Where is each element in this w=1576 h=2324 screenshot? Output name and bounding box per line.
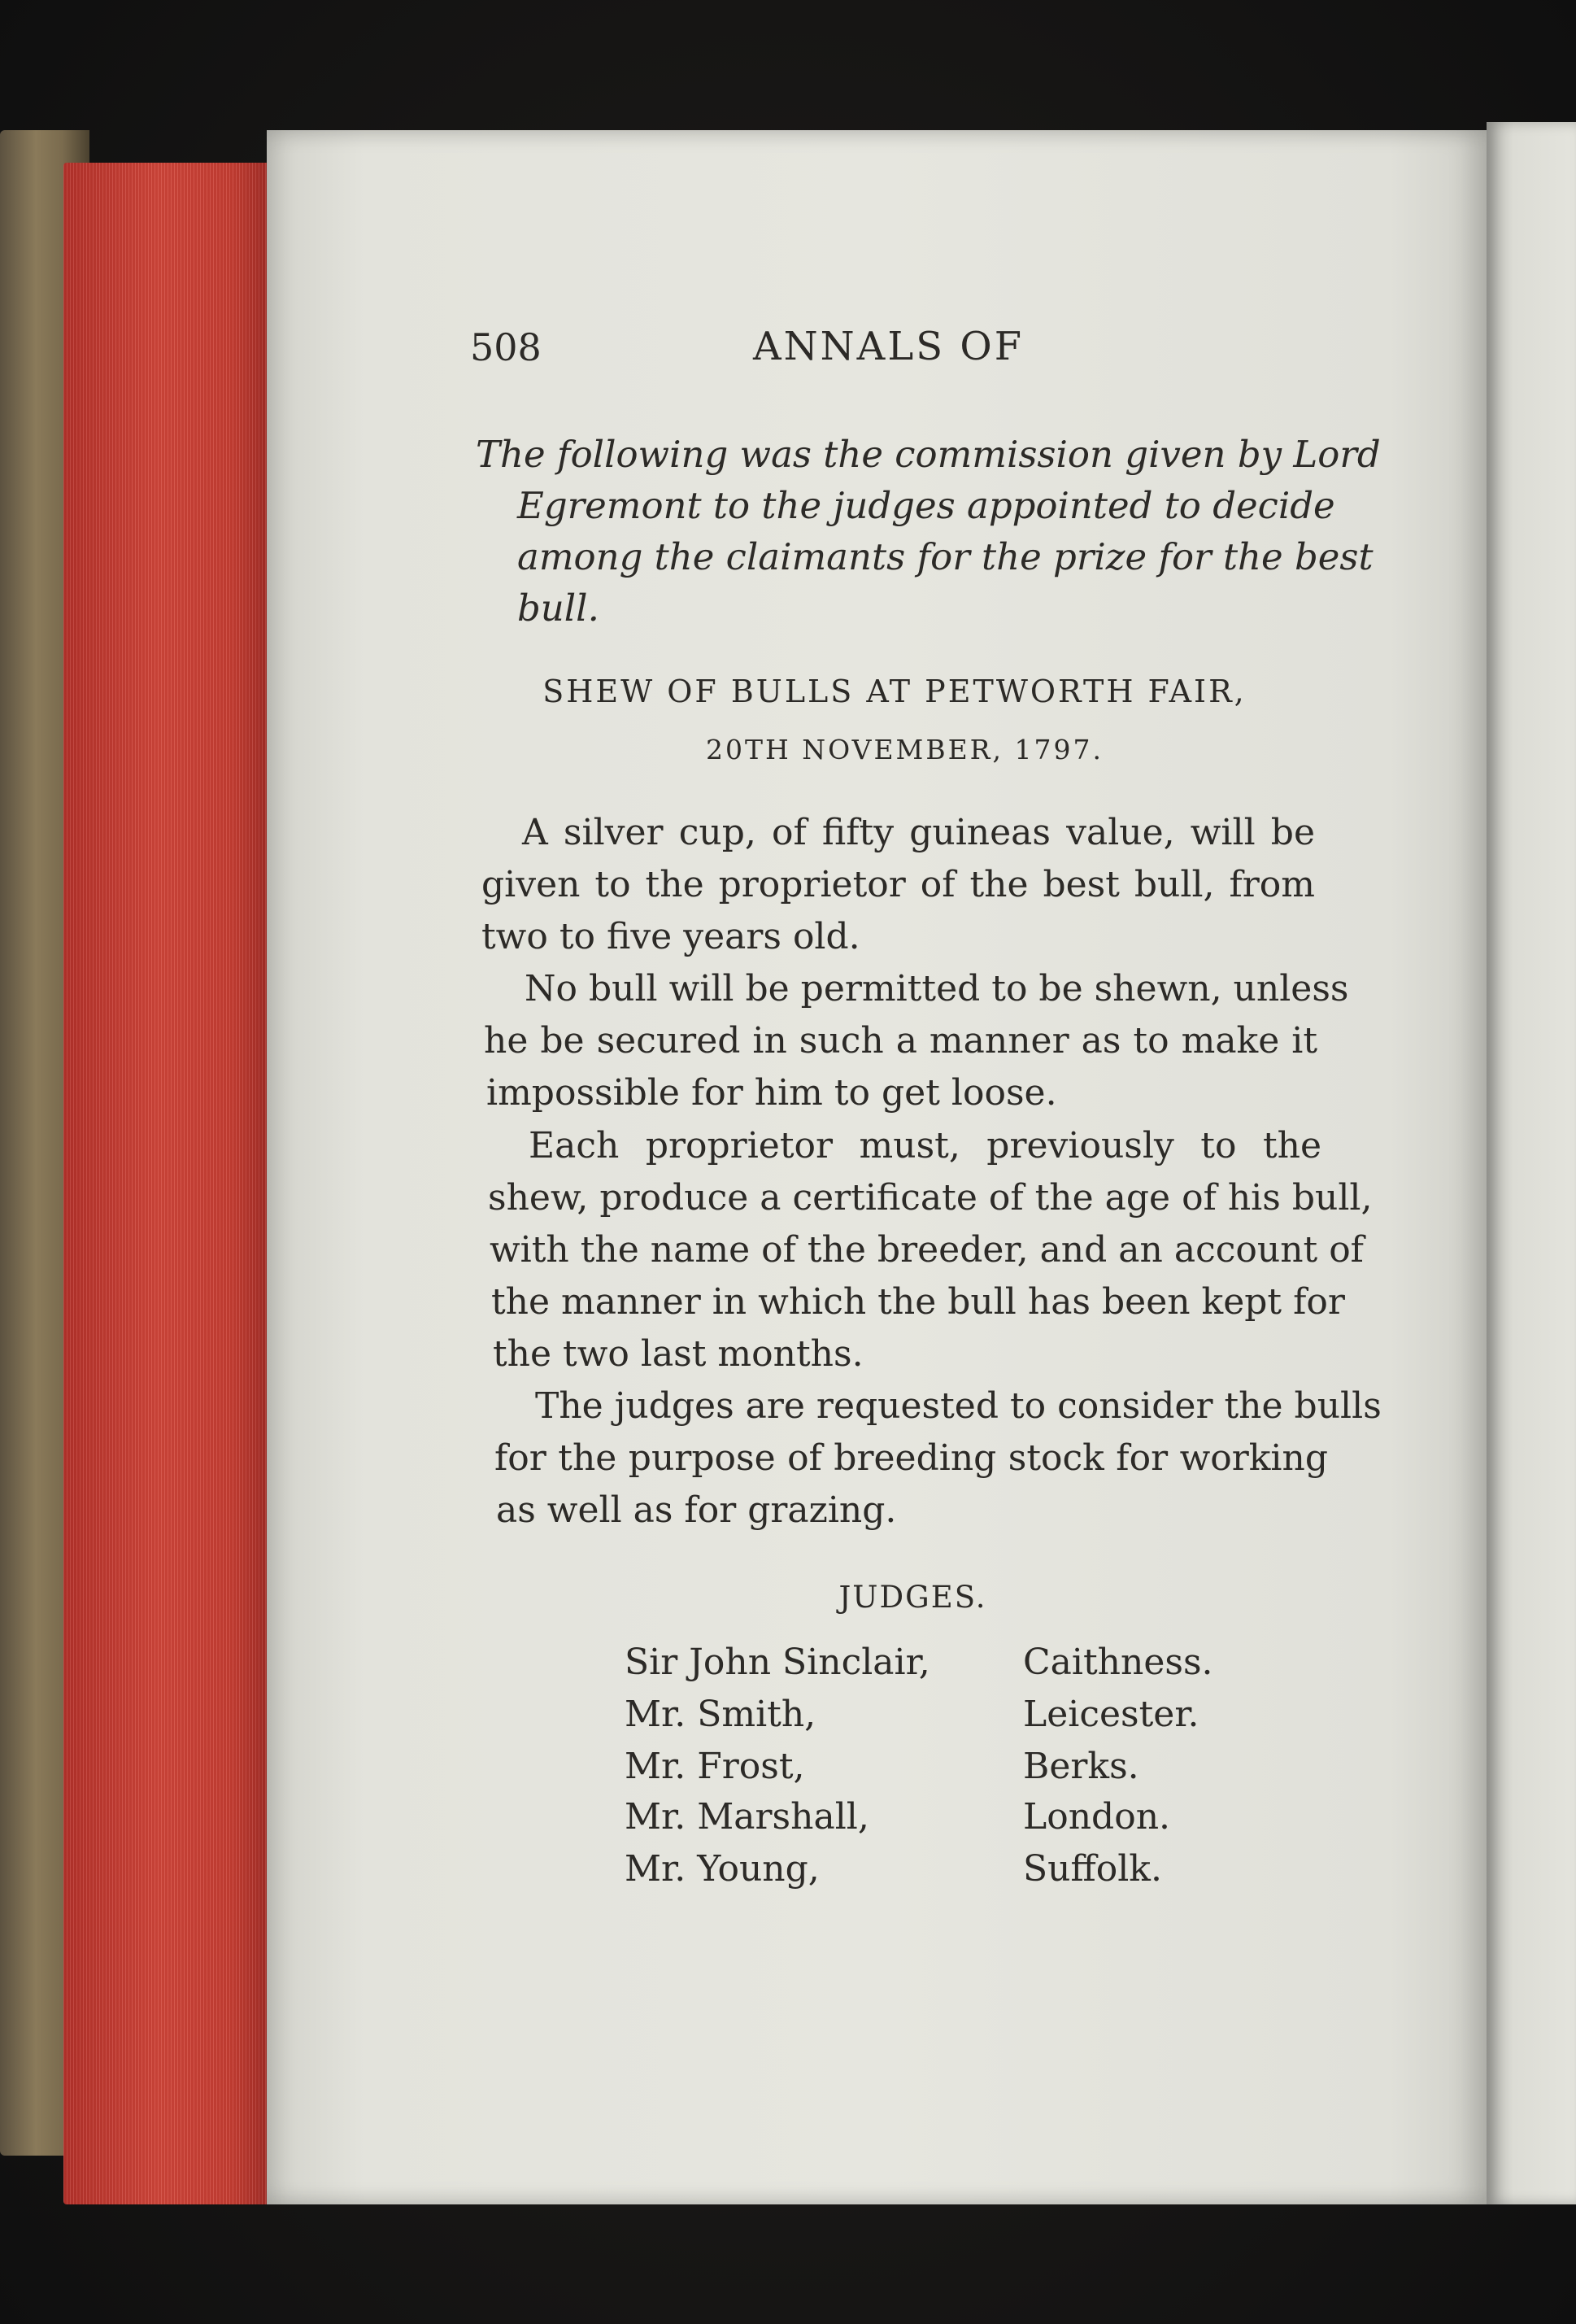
body-line: A silver cup, of fifty guineas value, will be	[522, 812, 1315, 853]
page-number: 508	[470, 325, 542, 369]
judge-place: Caithness.	[1023, 1642, 1213, 1683]
body-line: with the name of the breeder, and an account of	[490, 1229, 1364, 1271]
body-line: the two last months.	[493, 1333, 864, 1375]
body-line: as well as for grazing.	[496, 1489, 897, 1531]
judge-place: Berks.	[1023, 1746, 1139, 1787]
judge-name: Sir John Sinclair,	[625, 1642, 930, 1683]
judge-place: Suffolk.	[1023, 1848, 1162, 1890]
intro-line: Egremont to the judges appointed to decide	[517, 484, 1335, 527]
body-line: the manner in which the bull has been kept for	[491, 1281, 1345, 1323]
intro-line: among the claimants for the prize for the best	[517, 535, 1374, 578]
body-line: two to five years old.	[481, 916, 860, 957]
judge-name: Mr. Smith,	[625, 1694, 816, 1735]
running-title: ANNALS OF	[753, 324, 1024, 369]
body-line: given to the proprietor of the best bull, from	[481, 864, 1315, 905]
body-line: Each proprietor must, previously to the	[529, 1125, 1321, 1166]
intro-line: bull.	[517, 586, 599, 630]
body-line: he be secured in such a manner as to make it	[484, 1020, 1317, 1062]
facing-page	[1487, 122, 1576, 2204]
judge-name: Mr. Marshall,	[625, 1796, 869, 1838]
red-page-edges	[63, 163, 275, 2204]
body-line: for the purpose of breeding stock for working	[494, 1437, 1328, 1479]
judge-place: Leicester.	[1023, 1694, 1199, 1735]
judge-place: London.	[1023, 1796, 1171, 1838]
judge-name: Mr. Frost,	[625, 1746, 805, 1787]
notice-date: 20TH NOVEMBER, 1797.	[706, 734, 1104, 765]
intro-line: The following was the commission given by Lord	[476, 433, 1381, 476]
body-line: No bull will be permitted to be shewn, unless	[525, 968, 1349, 1009]
judges-heading: JUDGES.	[838, 1580, 987, 1615]
body-line: impossible for him to get loose.	[486, 1072, 1057, 1114]
judge-name: Mr. Young,	[625, 1848, 820, 1890]
body-line: The judges are requested to consider the bulls	[535, 1385, 1382, 1427]
notice-title: SHEW OF BULLS AT PETWORTH FAIR,	[542, 674, 1247, 709]
body-line: shew, produce a certificate of the age of his bull,	[488, 1177, 1373, 1219]
